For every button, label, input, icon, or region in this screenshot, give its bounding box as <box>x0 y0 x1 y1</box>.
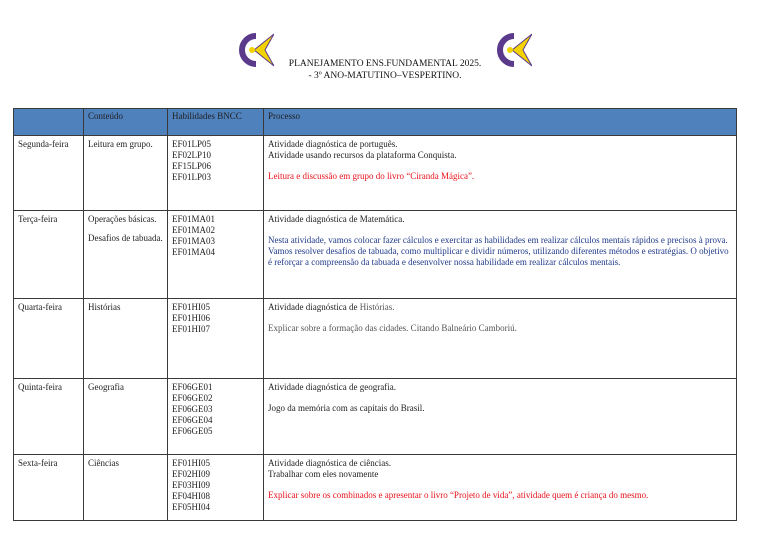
day-cell: Quarta-feira <box>14 299 84 379</box>
table-row <box>14 136 737 211</box>
process-text: Explicar sobre a formação das cidades. Citando Balneário Camboriú. <box>268 323 517 333</box>
skills-cell <box>168 379 264 455</box>
table-row <box>14 211 737 299</box>
skill-code: EF01HI06 <box>172 313 210 323</box>
skill-code: EF06GE05 <box>172 426 213 436</box>
day-cell: Segunda-feira <box>14 136 84 211</box>
skill-code: EF01LP05 <box>172 139 212 149</box>
process-text: Jogo da memória com as capitais do Brasil. <box>268 403 425 413</box>
content-item: Leitura em grupo. <box>88 139 153 149</box>
content-item: Histórias <box>88 302 121 312</box>
process-text: Atividade diagnóstica de Matemática. <box>268 214 405 224</box>
skill-code: EF06GE02 <box>172 393 213 403</box>
day-cell: Terça-feira <box>14 211 84 299</box>
school-logo-icon <box>492 32 532 68</box>
process-text: Trabalhar com eles novamente <box>268 469 379 479</box>
column-header-skills: Habilidades BNCC <box>168 109 264 136</box>
document-title <box>270 58 500 82</box>
skill-code: EF06GE04 <box>172 415 213 425</box>
process-cell <box>264 379 737 455</box>
content-item: Ciências <box>88 458 119 468</box>
skills-cell <box>168 211 264 299</box>
content-cell <box>84 211 168 299</box>
skill-code: EF02HI09 <box>172 469 210 479</box>
skill-code: EF04HI08 <box>172 491 210 501</box>
day-cell: Sexta-feira <box>14 455 84 521</box>
process-description: Nesta atividade, vamos colocar fazer cálculos e exercitar as habilidades em realizar cálculos mentais rápidos e precisos à prova. Vamos resolver desafios de tabuada, como multiplicar e dividir números, utilizando diferentes métodos e estratégias. O objetivo é reforçar a compreensão da tabuada e desenvolver nossa habilidade em realizar cálculos mentais. <box>268 235 729 267</box>
skill-code: EF01HI05 <box>172 458 210 468</box>
skill-code: EF01MA01 <box>172 214 216 224</box>
document-header <box>0 30 768 90</box>
skill-code: EF05HI04 <box>172 502 210 512</box>
skill-code: EF15LP06 <box>172 161 212 171</box>
process-cell <box>264 211 737 299</box>
process-highlight-text: Leitura e discussão em grupo do livro “Ciranda Mágica”. <box>268 171 475 181</box>
skills-cell <box>168 136 264 211</box>
skill-code: EF01HI07 <box>172 324 210 334</box>
process-text <box>268 302 732 313</box>
process-text: Atividade usando recursos da plataforma Conquista. <box>268 150 457 160</box>
table-row <box>14 455 737 521</box>
content-cell <box>84 299 168 379</box>
title-line-2: - 3º ANO-MATUTINO–VESPERTINO. <box>308 71 462 81</box>
process-cell <box>264 299 737 379</box>
table-header-row <box>14 109 737 136</box>
process-text: Atividade diagnóstica de geografia. <box>268 382 396 392</box>
skill-code: EF01HI05 <box>172 302 210 312</box>
skills-cell <box>168 299 264 379</box>
process-text-part: Atividade diagnóstica de <box>268 302 360 312</box>
skill-code: EF01LP03 <box>172 172 212 182</box>
skill-code: EF02LP10 <box>172 150 212 160</box>
process-cell <box>264 455 737 521</box>
school-logo-icon <box>234 32 274 68</box>
day-cell: Quinta-feira <box>14 379 84 455</box>
content-cell <box>84 455 168 521</box>
skill-code: EF01MA04 <box>172 247 216 257</box>
content-item: Operações básicas. <box>88 214 157 224</box>
process-text-part: Histórias. <box>359 302 395 312</box>
skill-code: EF01MA03 <box>172 236 216 246</box>
skill-code: EF03HI09 <box>172 480 210 490</box>
content-item: Desafios de tabuada. <box>88 233 163 243</box>
process-cell <box>264 136 737 211</box>
title-line-1: PLANEJAMENTO ENS.FUNDAMENTAL 2025. <box>288 59 482 69</box>
column-header-day <box>14 109 84 136</box>
content-cell <box>84 136 168 211</box>
content-cell <box>84 379 168 455</box>
column-header-content: Conteúdo <box>84 109 168 136</box>
skill-code: EF01MA02 <box>172 225 216 235</box>
process-highlight-text: Explicar sobre os combinados e apresentar o livro “Projeto de vida”, atividade quem é criança do mesmo. <box>268 490 649 500</box>
process-text: Atividade diagnóstica de ciências. <box>268 458 391 468</box>
column-header-process: Processo <box>264 109 737 136</box>
weekly-plan-table <box>13 108 737 521</box>
table-row <box>14 379 737 455</box>
content-item: Geografia <box>88 382 124 392</box>
process-text: Atividade diagnóstica de português. <box>268 139 398 149</box>
table-row <box>14 299 737 379</box>
skill-code: EF06GE01 <box>172 382 213 392</box>
skills-cell <box>168 455 264 521</box>
skill-code: EF06GE03 <box>172 404 213 414</box>
